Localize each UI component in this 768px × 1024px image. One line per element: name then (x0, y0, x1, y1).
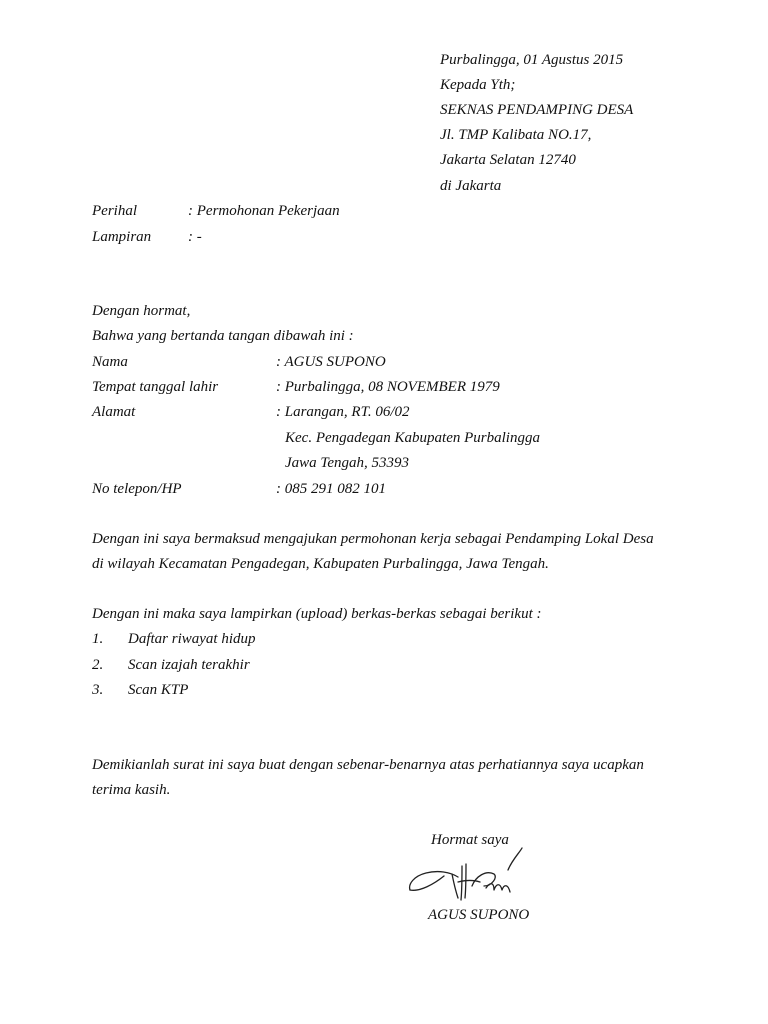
attachment-item-1: Daftar riwayat hidup (128, 631, 256, 647)
closing-line-2: terima kasih. (92, 782, 171, 798)
salutation: Dengan hormat, (92, 303, 191, 319)
lampiran-label: Lampiran (92, 229, 152, 245)
detail-value-telepon: : 085 291 082 101 (276, 481, 386, 497)
body-paragraph-1-line-1: Dengan ini saya bermaksud mengajukan permohonan kerja sebagai Pendamping Lokal Desa (92, 531, 654, 547)
detail-label-alamat: Alamat (92, 404, 136, 420)
intro-line: Bahwa yang bertanda tangan dibawah ini : (92, 328, 354, 344)
perihal-value: : Permohonan Pekerjaan (188, 203, 340, 219)
detail-label-nama: Nama (92, 354, 128, 370)
attachment-item-3: Scan KTP (128, 682, 189, 698)
detail-value-alamat: : Larangan, RT. 06/02 (276, 404, 410, 420)
signer-name: AGUS SUPONO (428, 907, 530, 923)
perihal-label: Perihal (92, 203, 137, 219)
lampiran-value: : - (188, 229, 202, 245)
recipient-name: SEKNAS PENDAMPING DESA (440, 102, 634, 118)
attachment-number-3: 3. (92, 682, 104, 698)
regards-line: Hormat saya (431, 832, 509, 848)
recipient-city: di Jakarta (440, 178, 502, 194)
detail-label-telepon: No telepon/HP (92, 481, 182, 497)
detail-value-alamat-2: Kec. Pengadegan Kabupaten Purbalingga (285, 430, 540, 446)
date-line: Purbalingga, 01 Agustus 2015 (440, 52, 624, 68)
detail-value-nama: : AGUS SUPONO (276, 354, 386, 370)
detail-label-ttl: Tempat tanggal lahir (92, 379, 219, 395)
body-paragraph-2: Dengan ini maka saya lampirkan (upload) berkas-berkas sebagai berikut : (92, 606, 542, 622)
closing-line-1: Demikianlah surat ini saya buat dengan sebenar-benarnya atas perhatiannya saya ucapkan (92, 757, 644, 773)
detail-value-ttl: : Purbalingga, 08 NOVEMBER 1979 (276, 379, 500, 395)
attachment-number-2: 2. (92, 657, 104, 673)
to-line: Kepada Yth; (440, 77, 516, 93)
detail-value-alamat-3: Jawa Tengah, 53393 (285, 455, 410, 471)
recipient-address-line-1: Jl. TMP Kalibata NO.17, (440, 127, 592, 143)
recipient-address-line-2: Jakarta Selatan 12740 (440, 152, 576, 168)
attachment-item-2: Scan izajah terakhir (128, 657, 250, 673)
handwritten-signature (404, 846, 524, 906)
body-paragraph-1-line-2: di wilayah Kecamatan Pengadegan, Kabupaten Purbalingga, Jawa Tengah. (92, 556, 549, 572)
attachment-number-1: 1. (92, 631, 104, 647)
